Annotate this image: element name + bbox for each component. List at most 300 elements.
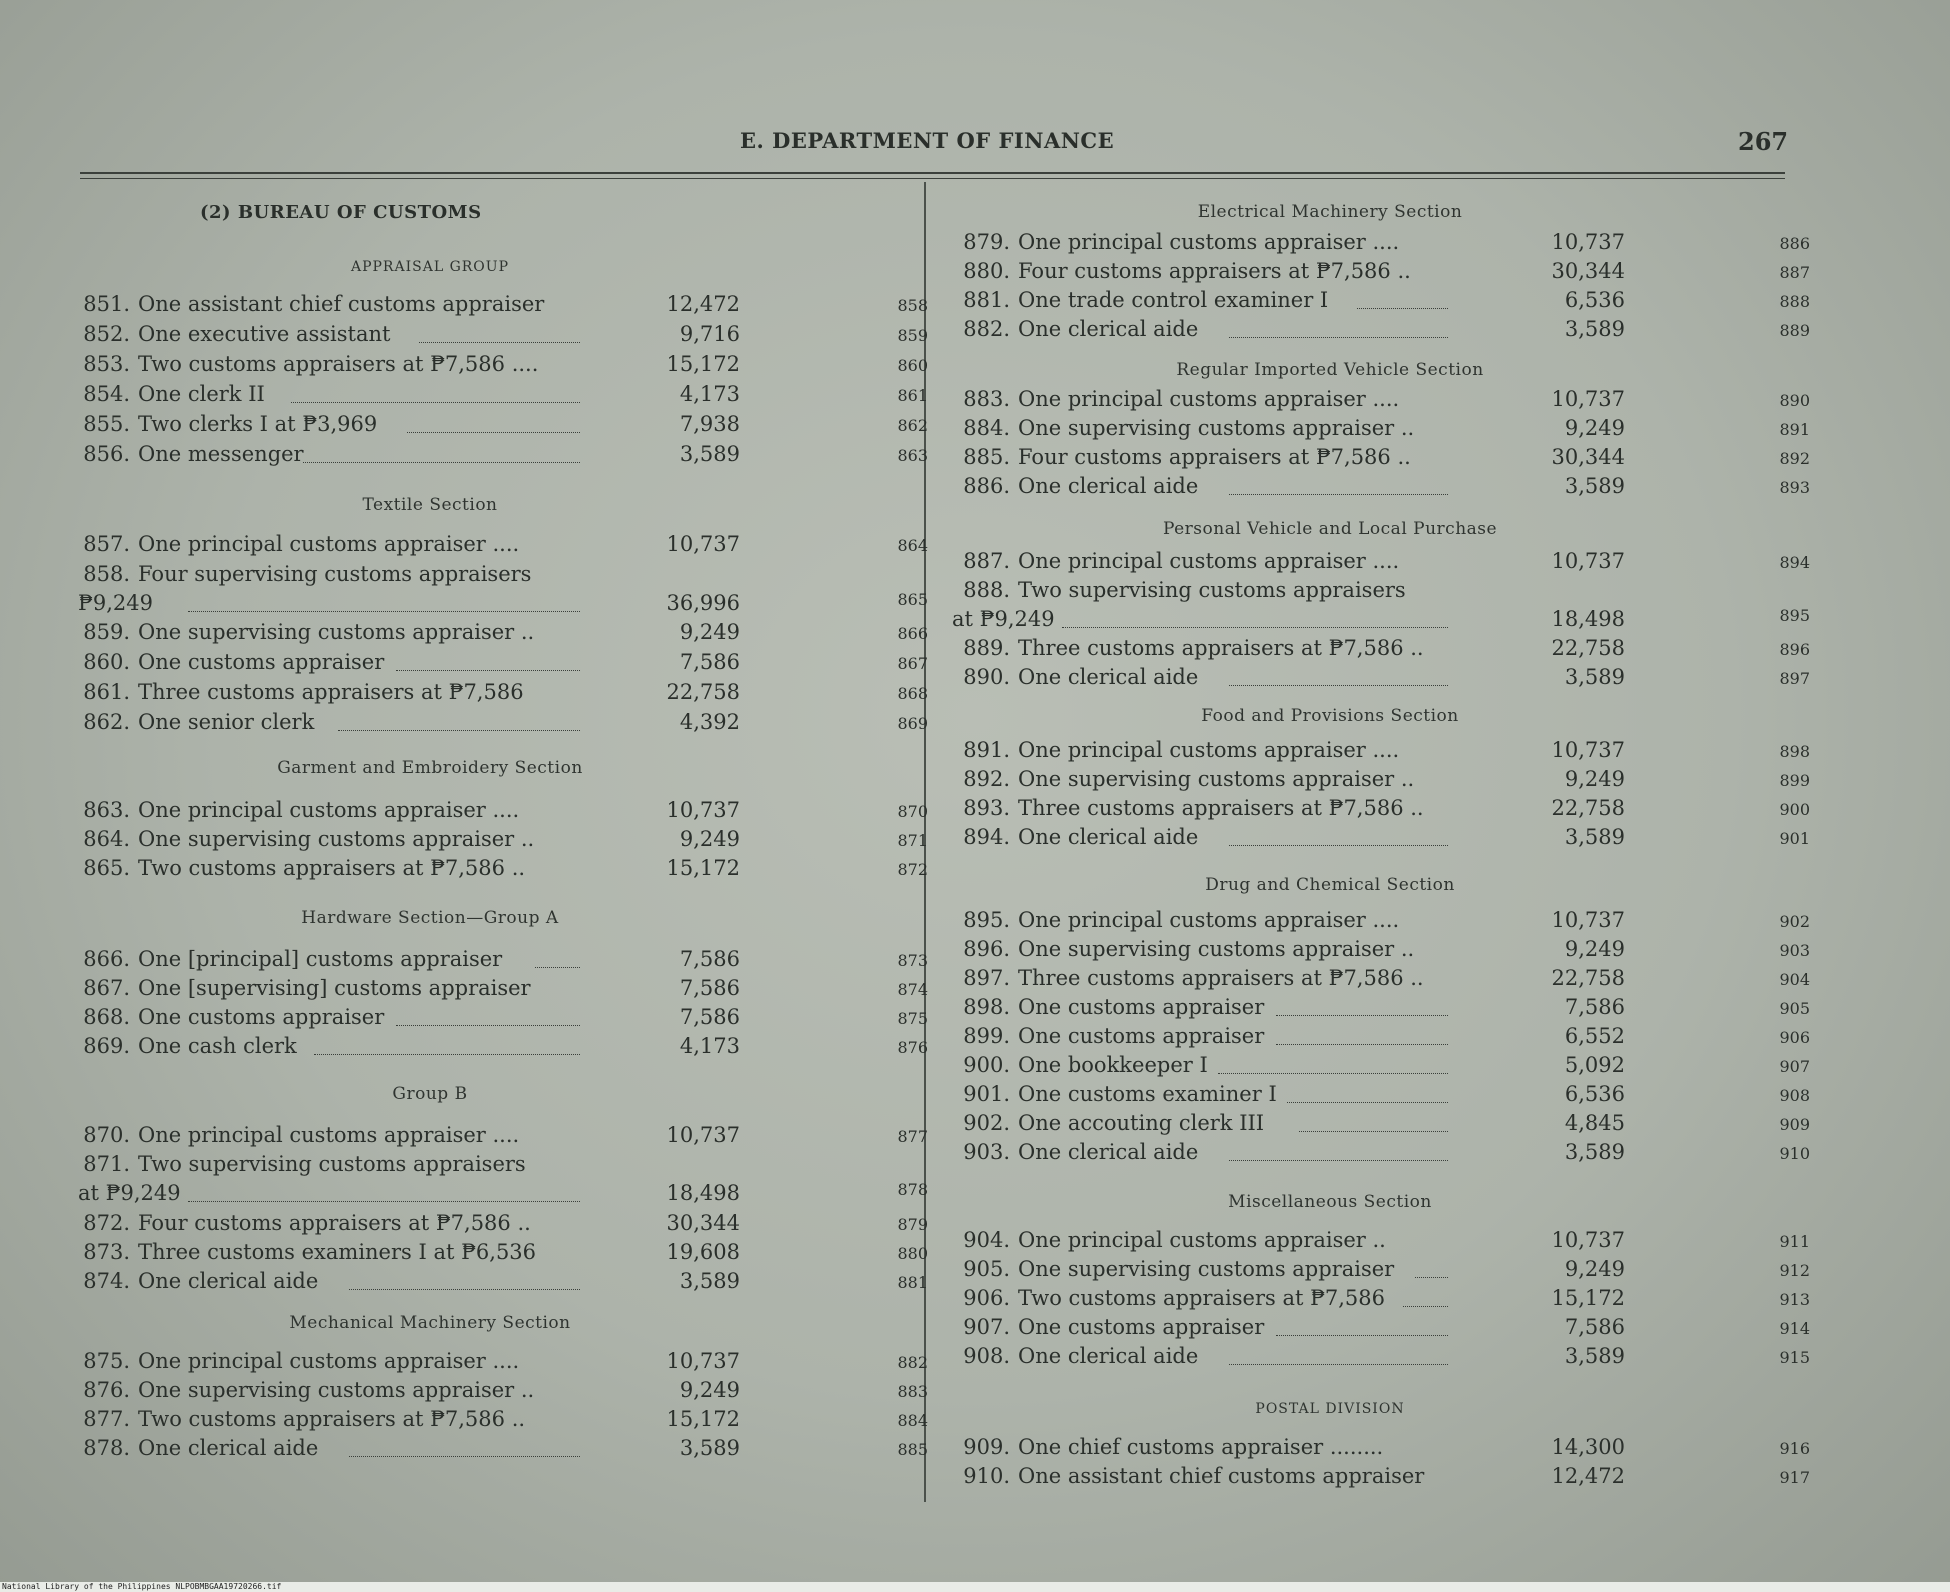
- list-item: [80, 680, 928, 708]
- item-description: Three customs appraisers at ₱7,586 ..: [1018, 796, 1424, 820]
- item-amount: 12,472: [666, 292, 740, 316]
- leader-dots: [1357, 308, 1448, 309]
- list-item: [80, 620, 928, 648]
- list-item: [960, 445, 1820, 473]
- leader-dots: [1276, 1044, 1448, 1045]
- item-number: 893.: [963, 796, 1010, 820]
- list-item: [960, 1024, 1820, 1052]
- item-number: 874.: [83, 1269, 130, 1293]
- item-amount: 10,737: [666, 798, 740, 822]
- item-reference: 895: [1779, 606, 1810, 625]
- list-item: [960, 1053, 1820, 1081]
- item-description: Four customs appraisers at ₱7,586 ..: [1018, 445, 1411, 469]
- item-number: 852.: [83, 322, 130, 346]
- item-description: One clerk II: [138, 382, 265, 406]
- item-number: 885.: [963, 445, 1010, 469]
- item-description: One supervising customs appraiser ..: [138, 1378, 535, 1402]
- list-item: [80, 1269, 928, 1297]
- leader-dots: [314, 1054, 580, 1055]
- item-reference: 862: [897, 416, 928, 435]
- item-description: Two customs appraisers at ₱7,586 ....: [138, 352, 539, 376]
- item-reference: 902: [1779, 912, 1810, 931]
- item-reference: 879: [897, 1215, 928, 1234]
- item-reference: 860: [897, 356, 928, 375]
- item-number: 906.: [963, 1286, 1010, 1310]
- item-amount: 12,472: [1551, 1464, 1625, 1488]
- item-reference: 911: [1779, 1232, 1810, 1251]
- item-number: 896.: [963, 937, 1010, 961]
- item-reference: 905: [1779, 999, 1810, 1018]
- item-reference: 896: [1779, 640, 1810, 659]
- item-reference: 877: [897, 1127, 928, 1146]
- item-reference: 903: [1779, 941, 1810, 960]
- item-reference: 894: [1779, 553, 1810, 572]
- item-amount: 3,589: [1564, 665, 1625, 689]
- item-amount: 6,536: [1564, 288, 1625, 312]
- list-item: [80, 856, 928, 884]
- leader-dots: [1299, 1131, 1448, 1132]
- item-reference: 886: [1779, 234, 1810, 253]
- leader-dots: [1229, 845, 1448, 846]
- list-item: [78, 562, 928, 615]
- item-amount: 9,249: [1564, 1257, 1625, 1281]
- item-number: 895.: [963, 908, 1010, 932]
- item-description: One cash clerk: [138, 1034, 297, 1058]
- section-heading: Hardware Section—Group A: [301, 908, 559, 928]
- item-amount: 3,589: [1564, 1344, 1625, 1368]
- item-number: 904.: [963, 1228, 1010, 1252]
- item-description: One chief customs appraiser ........: [1018, 1435, 1384, 1459]
- item-amount: 15,172: [666, 352, 740, 376]
- list-item: [960, 1344, 1820, 1372]
- item-reference: 875: [897, 1009, 928, 1028]
- item-amount: 30,344: [666, 1211, 740, 1235]
- item-description: Two customs appraisers at ₱7,586 ..: [138, 856, 526, 880]
- list-item: [960, 738, 1820, 766]
- item-reference: 916: [1779, 1439, 1810, 1458]
- item-amount: 22,758: [666, 680, 740, 704]
- item-reference: 885: [897, 1440, 928, 1459]
- item-amount: 7,586: [679, 976, 740, 1000]
- item-number: 864.: [83, 827, 130, 851]
- list-item: [80, 412, 928, 440]
- item-description: One assistant chief customs appraiser: [138, 292, 545, 316]
- leader-dots: [419, 342, 580, 343]
- item-description: One clerical aide: [1018, 665, 1199, 689]
- item-description: One trade control examiner I: [1018, 288, 1329, 312]
- leader-dots: [396, 670, 580, 671]
- item-description: One principal customs appraiser ....: [1018, 549, 1400, 573]
- leader-dots: [338, 730, 580, 731]
- item-description: Four customs appraisers at ₱7,586 ..: [138, 1211, 531, 1235]
- item-number: 899.: [963, 1024, 1010, 1048]
- item-amount: 7,586: [679, 650, 740, 674]
- item-amount: 4,845: [1564, 1111, 1625, 1135]
- leader-dots: [535, 967, 580, 968]
- section-heading: Textile Section: [362, 495, 498, 515]
- list-item: [960, 1257, 1820, 1285]
- item-number: 890.: [963, 665, 1010, 689]
- item-amount: 15,172: [666, 856, 740, 880]
- item-reference: 904: [1779, 970, 1810, 989]
- item-reference: 865: [897, 590, 928, 609]
- list-item: [80, 1349, 928, 1377]
- list-item: [80, 947, 928, 975]
- item-description: One supervising customs appraiser ..: [1018, 937, 1415, 961]
- item-number: 867.: [83, 976, 130, 1000]
- leader-dots: [1229, 337, 1448, 338]
- item-amount: 10,737: [1551, 908, 1625, 932]
- list-item: [960, 636, 1820, 664]
- item-reference: 898: [1779, 742, 1810, 761]
- leader-dots: [1229, 494, 1448, 495]
- leader-dots: [188, 1201, 580, 1202]
- item-description: One supervising customs appraiser ..: [138, 827, 535, 851]
- leader-dots: [188, 611, 580, 612]
- list-item: [80, 650, 928, 678]
- item-reference: 866: [897, 624, 928, 643]
- item-number: 903.: [963, 1140, 1010, 1164]
- item-amount: 9,249: [1564, 937, 1625, 961]
- item-amount: 6,536: [1564, 1082, 1625, 1106]
- item-reference: 858: [897, 296, 928, 315]
- item-amount: 3,589: [679, 442, 740, 466]
- section-heading: Personal Vehicle and Local Purchase: [1162, 519, 1498, 539]
- leader-dots: [1415, 1277, 1448, 1278]
- list-item: [80, 382, 928, 410]
- item-number: 854.: [83, 382, 130, 406]
- list-item: [80, 1407, 928, 1435]
- item-continuation: ₱9,249: [78, 591, 153, 615]
- item-description: Four supervising customs appraisers: [138, 562, 532, 586]
- section-heading: Garment and Embroidery Section: [277, 758, 583, 778]
- item-number: 883.: [963, 387, 1010, 411]
- list-item: [80, 292, 928, 320]
- item-amount: 7,586: [1564, 995, 1625, 1019]
- item-continuation: at ₱9,249: [952, 607, 1055, 631]
- item-amount: 7,586: [679, 947, 740, 971]
- item-number: 865.: [83, 856, 130, 880]
- item-description: One principal customs appraiser ....: [138, 532, 520, 556]
- item-amount: 36,996: [666, 591, 740, 615]
- item-amount: 4,173: [679, 382, 740, 406]
- item-reference: 890: [1779, 391, 1810, 410]
- item-description: One bookkeeper I: [1018, 1053, 1208, 1077]
- item-reference: 893: [1779, 478, 1810, 497]
- list-item: [960, 1464, 1820, 1492]
- item-amount: 5,092: [1564, 1053, 1625, 1077]
- section-heading: POSTAL DIVISION: [1255, 1401, 1405, 1417]
- section-heading: Food and Provisions Section: [1201, 706, 1459, 726]
- item-reference: 910: [1779, 1144, 1810, 1163]
- list-item: [960, 288, 1820, 316]
- item-amount: 10,737: [1551, 549, 1625, 573]
- item-number: 860.: [83, 650, 130, 674]
- list-item: [960, 767, 1820, 795]
- leader-dots: [1287, 1102, 1448, 1103]
- list-item: [960, 825, 1820, 853]
- item-reference: 891: [1779, 420, 1810, 439]
- item-number: 870.: [83, 1123, 130, 1147]
- leader-dots: [1276, 1335, 1448, 1336]
- item-number: 897.: [963, 966, 1010, 990]
- item-description: One customs appraiser: [1018, 1315, 1265, 1339]
- item-number: 908.: [963, 1344, 1010, 1368]
- item-number: 880.: [963, 259, 1010, 283]
- list-item: [960, 796, 1820, 824]
- item-description: One clerical aide: [138, 1436, 319, 1460]
- item-number: 902.: [963, 1111, 1010, 1135]
- item-number: 889.: [963, 636, 1010, 660]
- item-reference: 906: [1779, 1028, 1810, 1047]
- scan-footer: National Library of the Philippines NLPOBMBGAA19720266.tif: [0, 1582, 1950, 1592]
- item-description: One executive assistant: [138, 322, 391, 346]
- item-description: One accouting clerk III: [1018, 1111, 1265, 1135]
- item-reference: 874: [897, 980, 928, 999]
- item-reference: 870: [897, 802, 928, 821]
- item-reference: 900: [1779, 800, 1810, 819]
- item-description: One principal customs appraiser ....: [1018, 738, 1400, 762]
- leader-dots: [407, 432, 580, 433]
- item-amount: 10,737: [666, 1123, 740, 1147]
- list-item: [960, 1286, 1820, 1314]
- section-heading: Electrical Machinery Section: [1197, 202, 1463, 222]
- item-number: 905.: [963, 1257, 1010, 1281]
- list-item: [80, 827, 928, 855]
- list-item: [960, 317, 1820, 345]
- item-number: 887.: [963, 549, 1010, 573]
- item-description: One customs appraiser: [138, 1005, 385, 1029]
- item-reference: 899: [1779, 771, 1810, 790]
- item-description: Three customs appraisers at ₱7,586 ..: [1018, 636, 1424, 660]
- list-item: [80, 442, 928, 470]
- item-amount: 9,249: [679, 1378, 740, 1402]
- item-description: One messenger: [138, 442, 304, 466]
- item-number: 857.: [83, 532, 130, 556]
- item-number: 869.: [83, 1034, 130, 1058]
- item-reference: 863: [897, 446, 928, 465]
- item-description: Three customs appraisers at ₱7,586: [138, 680, 524, 704]
- item-description: One [principal] customs appraiser: [138, 947, 503, 971]
- item-number: 851.: [83, 292, 130, 316]
- item-number: 872.: [83, 1211, 130, 1235]
- list-item: [960, 1435, 1820, 1463]
- bureau-title: (2) BUREAU OF CUSTOMS: [200, 202, 482, 223]
- item-reference: 869: [897, 714, 928, 733]
- item-description: One assistant chief customs appraiser: [1018, 1464, 1425, 1488]
- list-item: [80, 1378, 928, 1406]
- item-description: Four customs appraisers at ₱7,586 ..: [1018, 259, 1411, 283]
- page-number: 267: [1738, 127, 1789, 156]
- item-number: 863.: [83, 798, 130, 822]
- item-reference: 883: [897, 1382, 928, 1401]
- page-title: E. DEPARTMENT OF FINANCE: [740, 128, 1115, 153]
- list-item: [960, 937, 1820, 965]
- item-reference: 868: [897, 684, 928, 703]
- item-number: 856.: [83, 442, 130, 466]
- item-amount: 19,608: [666, 1240, 740, 1264]
- item-description: One clerical aide: [1018, 1344, 1199, 1368]
- list-item: [80, 1240, 928, 1268]
- leader-dots: [1229, 685, 1448, 686]
- list-item: [960, 416, 1820, 444]
- item-reference: 901: [1779, 829, 1810, 848]
- list-item: [960, 230, 1820, 258]
- leader-dots: [291, 402, 580, 403]
- item-number: 901.: [963, 1082, 1010, 1106]
- item-description: One supervising customs appraiser ..: [138, 620, 535, 644]
- item-number: 881.: [963, 288, 1010, 312]
- item-number: 882.: [963, 317, 1010, 341]
- section-heading: Group B: [392, 1084, 468, 1104]
- item-amount: 7,586: [1564, 1315, 1625, 1339]
- item-amount: 3,589: [1564, 317, 1625, 341]
- list-item: [80, 322, 928, 350]
- item-number: 910.: [963, 1464, 1010, 1488]
- list-item: [80, 798, 928, 826]
- list-item: [960, 474, 1820, 502]
- item-reference: 881: [897, 1273, 928, 1292]
- list-item: [960, 1140, 1820, 1168]
- list-item: [960, 1082, 1820, 1110]
- item-number: 884.: [963, 416, 1010, 440]
- item-number: 876.: [83, 1378, 130, 1402]
- leader-dots: [303, 462, 580, 463]
- item-description: One clerical aide: [1018, 474, 1199, 498]
- header-rule-thin: [80, 178, 1785, 179]
- item-description: One principal customs appraiser ....: [138, 1349, 520, 1373]
- item-description: Three customs examiners I at ₱6,536: [138, 1240, 537, 1264]
- item-number: 886.: [963, 474, 1010, 498]
- item-reference: 859: [897, 326, 928, 345]
- item-description: One clerical aide: [1018, 317, 1199, 341]
- item-description: One principal customs appraiser ....: [138, 798, 520, 822]
- item-amount: 30,344: [1551, 259, 1625, 283]
- list-item: [960, 1111, 1820, 1139]
- item-description: One clerical aide: [1018, 1140, 1199, 1164]
- leader-dots: [1062, 627, 1448, 628]
- item-description: One principal customs appraiser ....: [1018, 908, 1400, 932]
- item-reference: 917: [1779, 1468, 1810, 1487]
- list-item: [80, 976, 928, 1004]
- list-item: [80, 1436, 928, 1464]
- item-amount: 4,392: [679, 710, 740, 734]
- item-reference: 887: [1779, 263, 1810, 282]
- list-item: [960, 1315, 1820, 1343]
- item-amount: 10,737: [666, 532, 740, 556]
- item-amount: 3,589: [1564, 825, 1625, 849]
- section-heading: APPRAISAL GROUP: [350, 259, 509, 275]
- list-item: [80, 1034, 928, 1062]
- item-description: One supervising customs appraiser ..: [1018, 767, 1415, 791]
- item-amount: 3,589: [1564, 1140, 1625, 1164]
- item-number: 892.: [963, 767, 1010, 791]
- item-reference: 871: [897, 831, 928, 850]
- item-number: 862.: [83, 710, 130, 734]
- list-item: [80, 1005, 928, 1033]
- leader-dots: [396, 1025, 580, 1026]
- item-reference: 873: [897, 951, 928, 970]
- item-number: 878.: [83, 1436, 130, 1460]
- item-reference: 880: [897, 1244, 928, 1263]
- item-number: 879.: [963, 230, 1010, 254]
- item-description: One supervising customs appraiser: [1018, 1257, 1395, 1281]
- item-description: One clerical aide: [138, 1269, 319, 1293]
- leader-dots: [1276, 1015, 1448, 1016]
- item-number: 861.: [83, 680, 130, 704]
- list-item: [960, 995, 1820, 1023]
- item-description: One supervising customs appraiser ..: [1018, 416, 1415, 440]
- item-reference: 888: [1779, 292, 1810, 311]
- item-amount: 9,249: [679, 827, 740, 851]
- item-amount: 3,589: [1564, 474, 1625, 498]
- item-number: 858.: [83, 562, 130, 586]
- item-amount: 3,589: [679, 1269, 740, 1293]
- item-description: Two supervising customs appraisers: [1018, 578, 1406, 602]
- list-item: [80, 1211, 928, 1239]
- leader-dots: [349, 1456, 580, 1457]
- item-description: Two customs appraisers at ₱7,586 ..: [138, 1407, 526, 1431]
- item-amount: 9,716: [679, 322, 740, 346]
- list-item: [80, 710, 928, 738]
- item-reference: 878: [897, 1180, 928, 1199]
- section-heading: Mechanical Machinery Section: [289, 1313, 571, 1333]
- item-number: 891.: [963, 738, 1010, 762]
- item-description: One customs examiner I: [1018, 1082, 1277, 1106]
- item-number: 900.: [963, 1053, 1010, 1077]
- list-item: [80, 1123, 928, 1151]
- item-amount: 30,344: [1551, 445, 1625, 469]
- item-number: 888.: [963, 578, 1010, 602]
- list-item: [960, 549, 1820, 577]
- item-reference: 889: [1779, 321, 1810, 340]
- item-amount: 22,758: [1551, 796, 1625, 820]
- list-item: [960, 259, 1820, 287]
- item-amount: 18,498: [666, 1181, 740, 1205]
- item-description: One principal customs appraiser ....: [1018, 387, 1400, 411]
- item-number: 859.: [83, 620, 130, 644]
- list-item: [952, 578, 1820, 631]
- item-amount: 7,586: [679, 1005, 740, 1029]
- item-reference: 913: [1779, 1290, 1810, 1309]
- item-number: 866.: [83, 947, 130, 971]
- item-description: One customs appraiser: [1018, 1024, 1265, 1048]
- item-amount: 7,938: [679, 412, 740, 436]
- item-reference: 864: [897, 536, 928, 555]
- leader-dots: [1403, 1306, 1448, 1307]
- list-item: [960, 908, 1820, 936]
- list-item: [80, 352, 928, 380]
- item-number: 871.: [83, 1152, 130, 1176]
- item-amount: 10,737: [1551, 387, 1625, 411]
- item-description: Two customs appraisers at ₱7,586: [1018, 1286, 1386, 1310]
- item-description: Two supervising customs appraisers: [138, 1152, 526, 1176]
- item-amount: 6,552: [1564, 1024, 1625, 1048]
- item-reference: 867: [897, 654, 928, 673]
- item-amount: 9,249: [1564, 767, 1625, 791]
- item-amount: 22,758: [1551, 636, 1625, 660]
- item-number: 868.: [83, 1005, 130, 1029]
- item-amount: 4,173: [679, 1034, 740, 1058]
- item-description: One senior clerk: [138, 710, 315, 734]
- item-reference: 912: [1779, 1261, 1810, 1280]
- item-amount: 10,737: [666, 1349, 740, 1373]
- item-amount: 9,249: [1564, 416, 1625, 440]
- item-number: 909.: [963, 1435, 1010, 1459]
- item-reference: 872: [897, 860, 928, 879]
- item-reference: 907: [1779, 1057, 1810, 1076]
- item-amount: 18,498: [1551, 607, 1625, 631]
